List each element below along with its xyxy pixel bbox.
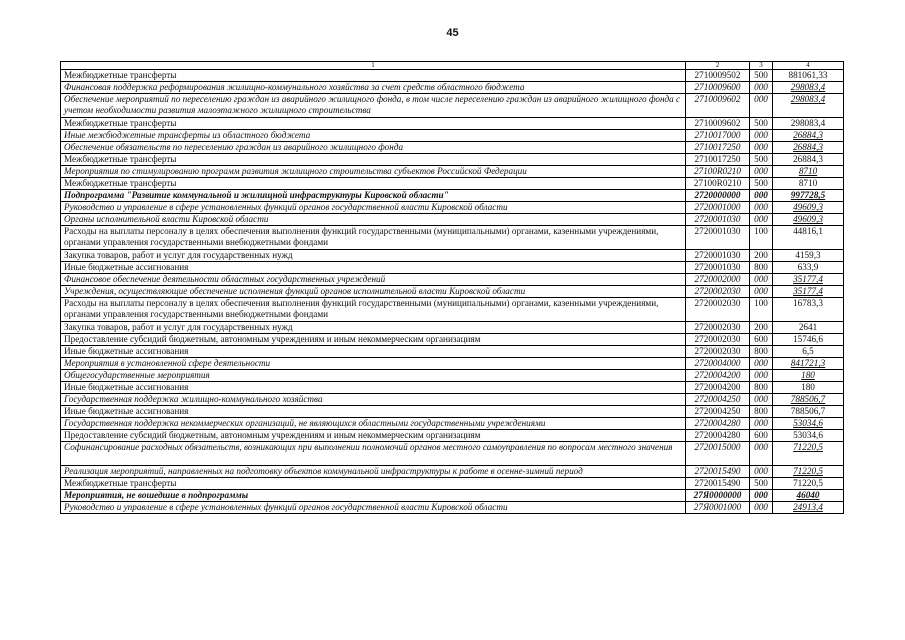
row-amount: 15746,6 [773, 334, 844, 346]
table-row [61, 262, 844, 274]
row-type: 200 [750, 322, 773, 334]
table-row [61, 430, 844, 442]
row-amount: 4159,3 [773, 250, 844, 262]
row-name: Иные бюджетные ассигнования [61, 262, 686, 274]
row-name: Предоставление субсидий бюджетным, автономным учреждениям и иным некоммерческим организациям [61, 430, 686, 442]
table-row [61, 274, 844, 286]
row-code: 27Я0001000 [686, 502, 750, 514]
row-type: 000 [750, 142, 773, 154]
row-type: 500 [750, 178, 773, 190]
row-name: Мероприятия по стимулированию программ развития жилищного строительства субъектов Российской Федерации [61, 166, 686, 178]
table-row [61, 214, 844, 226]
row-name: Обеспечение обязательств по переселению граждан из аварийного жилищного фонда [61, 142, 686, 154]
row-amount: 44816,1 [773, 226, 844, 250]
row-name: Мероприятия, не вошедшие в подпрограммы [61, 490, 686, 502]
row-amount: 26884,3 [773, 154, 844, 166]
row-amount: 633,9 [773, 262, 844, 274]
row-amount: 2641 [773, 322, 844, 334]
row-type: 000 [750, 370, 773, 382]
row-type: 000 [750, 274, 773, 286]
row-code: 2720001030 [686, 214, 750, 226]
row-amount: 788506,7 [773, 406, 844, 418]
table-row [61, 130, 844, 142]
table-row [61, 226, 844, 250]
row-amount: 71220,5 [773, 442, 844, 466]
row-amount: 8710 [773, 166, 844, 178]
table-row [61, 118, 844, 130]
row-type: 000 [750, 130, 773, 142]
row-amount: 180 [773, 382, 844, 394]
row-code: 2720015490 [686, 466, 750, 478]
row-code: 2710009600 [686, 82, 750, 94]
row-name: Реализация мероприятий, направленных на подготовку объектов коммунальной инфраструктуры к работе в осенне-зимний период [61, 466, 686, 478]
row-amount: 180 [773, 370, 844, 382]
row-code: 2710009602 [686, 94, 750, 118]
row-code: 2720001030 [686, 250, 750, 262]
row-type: 100 [750, 298, 773, 322]
row-type: 000 [750, 502, 773, 514]
header-col-2: 2 [686, 62, 750, 70]
row-type: 000 [750, 214, 773, 226]
row-name: Государственная поддержка некоммерческих организаций, не являющихся областными государственными учреждениями [61, 418, 686, 430]
row-code: 2720015490 [686, 478, 750, 490]
row-amount: 53034,6 [773, 430, 844, 442]
table-row [61, 502, 844, 514]
row-code: 2720004250 [686, 406, 750, 418]
row-amount: 46040 [773, 490, 844, 502]
row-type: 000 [750, 358, 773, 370]
row-amount: 298083,4 [773, 94, 844, 118]
row-amount: 8710 [773, 178, 844, 190]
row-type: 000 [750, 286, 773, 298]
row-amount: 26884,3 [773, 130, 844, 142]
row-name: Финансовое обеспечение деятельности областных государственных учреждений [61, 274, 686, 286]
row-type: 500 [750, 154, 773, 166]
table-header-row [61, 62, 844, 70]
row-code: 2720004280 [686, 430, 750, 442]
row-code: 2720004000 [686, 358, 750, 370]
row-amount: 71220,5 [773, 466, 844, 478]
table-row [61, 70, 844, 82]
table-row [61, 442, 844, 466]
row-code: 27100R0210 [686, 166, 750, 178]
row-name: Межбюджетные трансферты [61, 178, 686, 190]
row-type: 000 [750, 94, 773, 118]
row-amount: 35177,4 [773, 286, 844, 298]
table-row [61, 250, 844, 262]
row-type: 100 [750, 226, 773, 250]
table-row [61, 94, 844, 118]
row-type: 200 [750, 250, 773, 262]
row-code: 2720001030 [686, 262, 750, 274]
row-type: 500 [750, 70, 773, 82]
table-row [61, 82, 844, 94]
table-row [61, 478, 844, 490]
row-code: 2720002000 [686, 274, 750, 286]
row-name: Общегосударственные мероприятия [61, 370, 686, 382]
table-row [61, 406, 844, 418]
row-code: 2720004200 [686, 370, 750, 382]
row-type: 000 [750, 490, 773, 502]
row-name: Расходы на выплаты персоналу в целях обеспечения выполнения функций государственными (муниципальными) органами, казенными учреждениями, органами управления государственными внебюджетными фондами [61, 226, 686, 250]
row-amount: 71220,5 [773, 478, 844, 490]
row-code: 2710017250 [686, 154, 750, 166]
row-code: 27100R0210 [686, 178, 750, 190]
row-type: 000 [750, 418, 773, 430]
table-row [61, 370, 844, 382]
row-amount: 788506,7 [773, 394, 844, 406]
header-col-4: 4 [773, 62, 844, 70]
table-row [61, 322, 844, 334]
row-code: 2710009502 [686, 70, 750, 82]
row-amount: 881061,33 [773, 70, 844, 82]
row-name: Межбюджетные трансферты [61, 70, 686, 82]
row-name: Софинансирование расходных обязательств, возникающих при выполнении полномочий органов местного самоуправления по вопросам местного значения [61, 442, 686, 466]
row-amount: 49609,3 [773, 214, 844, 226]
row-type: 000 [750, 82, 773, 94]
row-code: 2710017250 [686, 142, 750, 154]
table-row [61, 154, 844, 166]
row-code: 27Я0000000 [686, 490, 750, 502]
table-row [61, 166, 844, 178]
row-code: 2720002030 [686, 346, 750, 358]
table-row [61, 142, 844, 154]
row-name: Иные межбюджетные трансферты из областного бюджета [61, 130, 686, 142]
row-name: Финансовая поддержка реформирования жилищно-коммунального хозяйства за счет средств областного бюджета [61, 82, 686, 94]
row-type: 000 [750, 166, 773, 178]
row-type: 000 [750, 466, 773, 478]
row-code: 2720004280 [686, 418, 750, 430]
row-code: 2720000000 [686, 190, 750, 202]
row-code: 2720004250 [686, 394, 750, 406]
header-col-3: 3 [750, 62, 773, 70]
row-name: Руководство и управление в сфере установленных функций органов государственной власти Кировской области [61, 202, 686, 214]
row-code: 2710009602 [686, 118, 750, 130]
row-name: Органы исполнительной власти Кировской области [61, 214, 686, 226]
row-name: Мероприятия в установленной сфере деятельности [61, 358, 686, 370]
row-name: Закупка товаров, работ и услуг для государственных нужд [61, 250, 686, 262]
row-code: 2720002030 [686, 286, 750, 298]
row-name: Закупка товаров, работ и услуг для государственных нужд [61, 322, 686, 334]
table-row [61, 334, 844, 346]
row-name: Обеспечение мероприятий по переселению граждан из аварийного жилищного фонда, в том числе переселению граждан из аварийного жилищного фонда с учетом необходимости развития малоэтажного жилищного строительства [61, 94, 686, 118]
row-amount: 53034,6 [773, 418, 844, 430]
row-code: 2720002030 [686, 322, 750, 334]
row-amount: 24913,4 [773, 502, 844, 514]
row-code: 2720001000 [686, 202, 750, 214]
row-name: Подпрограмма "Развитие коммунальной и жилищной инфраструктуры Кировской области" [61, 190, 686, 202]
table-row [61, 394, 844, 406]
row-code: 2710017000 [686, 130, 750, 142]
header-col-1: 1 [61, 62, 686, 70]
row-name: Иные бюджетные ассигнования [61, 382, 686, 394]
table-row [61, 466, 844, 478]
row-code: 2720002030 [686, 334, 750, 346]
row-name: Учреждения, осуществляющие обеспечение исполнения функций органов исполнительной власти Кировской области [61, 286, 686, 298]
budget-table [60, 61, 844, 514]
row-type: 800 [750, 346, 773, 358]
row-type: 600 [750, 334, 773, 346]
row-amount: 997728,5 [773, 190, 844, 202]
row-amount: 841721,3 [773, 358, 844, 370]
table-row [61, 298, 844, 322]
row-code: 2720015000 [686, 442, 750, 466]
row-name: Руководство и управление в сфере установленных функций органов государственной власти Кировской области [61, 502, 686, 514]
row-amount: 298083,4 [773, 82, 844, 94]
row-name: Расходы на выплаты персоналу в целях обеспечения выполнения функций государственными (муниципальными) органами, казенными учреждениями, органами управления государственными внебюджетными фондами [61, 298, 686, 322]
row-name: Иные бюджетные ассигнования [61, 406, 686, 418]
row-amount: 6,5 [773, 346, 844, 358]
row-code: 2720004200 [686, 382, 750, 394]
row-amount: 35177,4 [773, 274, 844, 286]
row-name: Межбюджетные трансферты [61, 118, 686, 130]
table-row [61, 418, 844, 430]
row-code: 2720002030 [686, 298, 750, 322]
row-type: 800 [750, 406, 773, 418]
page-number: 45 [446, 27, 459, 39]
row-type: 000 [750, 442, 773, 466]
row-name: Межбюджетные трансферты [61, 478, 686, 490]
row-name: Иные бюджетные ассигнования [61, 346, 686, 358]
row-type: 000 [750, 394, 773, 406]
table-row [61, 286, 844, 298]
table-row [61, 346, 844, 358]
table-row [61, 202, 844, 214]
row-type: 000 [750, 202, 773, 214]
row-amount: 16783,3 [773, 298, 844, 322]
row-type: 800 [750, 262, 773, 274]
table-row [61, 382, 844, 394]
row-amount: 298083,4 [773, 118, 844, 130]
table-row [61, 178, 844, 190]
row-type: 600 [750, 430, 773, 442]
row-amount: 49609,3 [773, 202, 844, 214]
row-amount: 26884,3 [773, 142, 844, 154]
row-name: Межбюджетные трансферты [61, 154, 686, 166]
row-name: Государственная поддержка жилищно-коммунального хозяйства [61, 394, 686, 406]
row-type: 800 [750, 382, 773, 394]
row-type: 500 [750, 118, 773, 130]
row-type: 000 [750, 190, 773, 202]
row-type: 500 [750, 478, 773, 490]
row-name: Предоставление субсидий бюджетным, автономным учреждениям и иным некоммерческим организациям [61, 334, 686, 346]
table-row [61, 190, 844, 202]
row-code: 2720001030 [686, 226, 750, 250]
table-row [61, 490, 844, 502]
table-row [61, 358, 844, 370]
